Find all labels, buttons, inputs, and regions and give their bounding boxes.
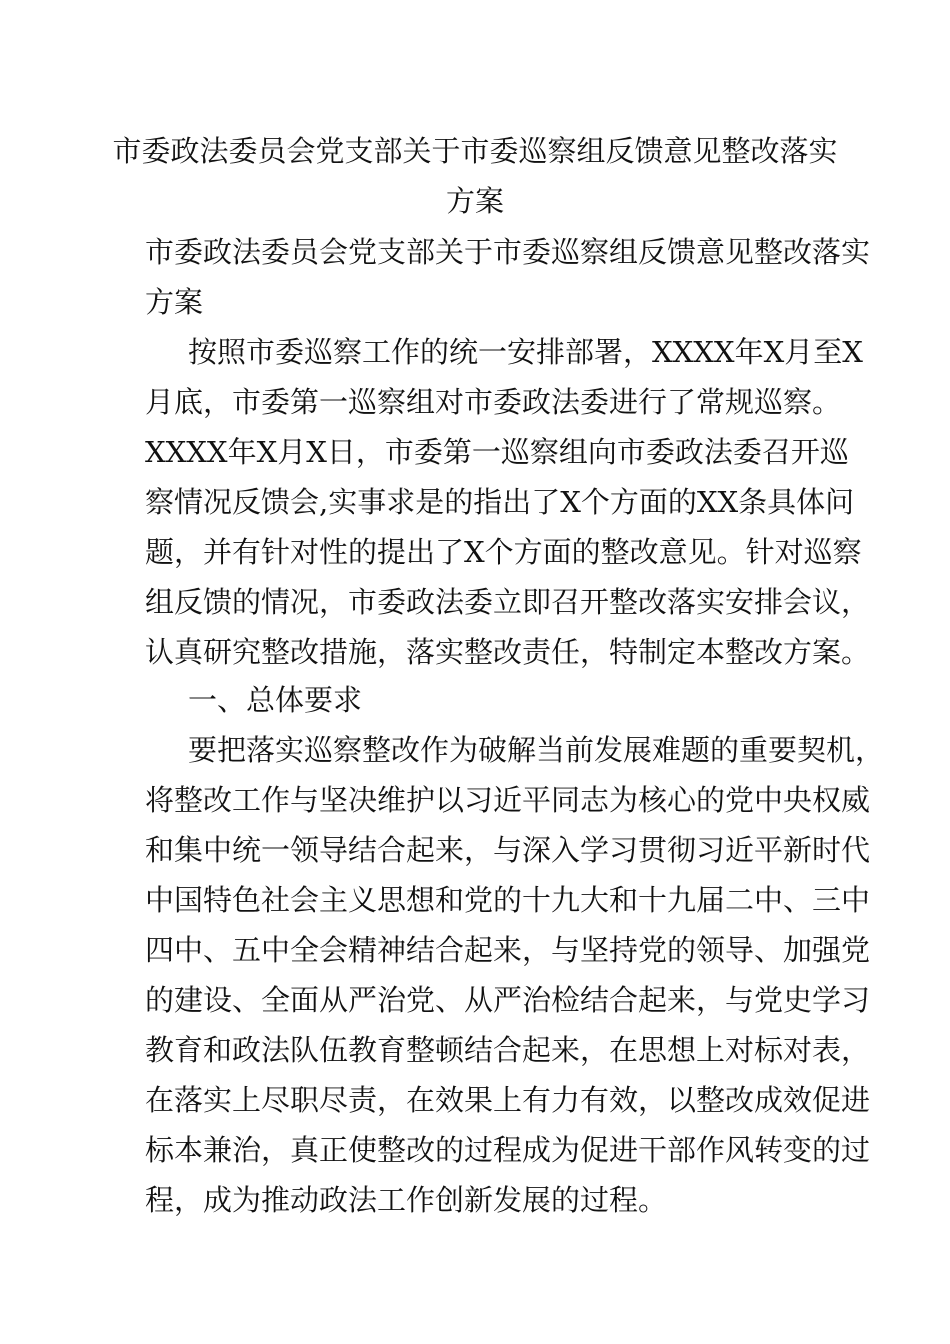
intro-line-7: 认真研究整改措施，落实整改责任，特制定本整改方案。	[145, 635, 871, 669]
section1-line-1: 要把落实巡察整改作为破解当前发展难题的重要契机，	[188, 733, 885, 767]
section1-line-8: 在落实上尽职尽责，在效果上有力有效，以整改成效促进	[145, 1083, 871, 1117]
section1-line-4: 中国特色社会主义思想和党的十九大和十九届二中、三中	[145, 883, 871, 917]
document-title-line-1: 市委政法委员会党支部关于市委巡察组反馈意见整改落实	[112, 134, 838, 168]
intro-line-2: 月底，市委第一巡察组对市委政法委进行了常规巡察。	[145, 385, 842, 419]
intro-line-6: 组反馈的情况，市委政法委立即召开整改落实安排会议，	[145, 585, 871, 619]
section1-line-7: 教育和政法队伍教育整顿结合起来，在思想上对标对表，	[145, 1033, 871, 1067]
intro-line-4: 察情况反馈会,实事求是的指出了X个方面的XX条具体问	[145, 485, 855, 519]
intro-line-1: 按照市委巡察工作的统一安排部署，XXXX年X月至X	[188, 335, 863, 369]
document-title-line-2: 方案	[445, 184, 504, 218]
section1-line-3: 和集中统一领导结合起来，与深入学习贯彻习近平新时代	[145, 833, 871, 867]
subtitle-line-1: 市委政法委员会党支部关于市委巡察组反馈意见整改落实	[145, 235, 871, 269]
section1-line-6: 的建设、全面从严治党、从严治检结合起来，与党史学习	[145, 983, 871, 1017]
section1-line-10: 程，成为推动政法工作创新发展的过程。	[145, 1183, 668, 1217]
section1-line-2: 将整改工作与坚决维护以习近平同志为核心的党中央权威	[145, 783, 871, 817]
section-heading-general-requirements: 一、总体要求	[188, 683, 363, 717]
intro-line-5: 题，并有针对性的提出了X个方面的整改意见。针对巡察	[145, 535, 862, 569]
subtitle-line-2: 方案	[145, 285, 204, 319]
section1-line-5: 四中、五中全会精神结合起来，与坚持党的领导、加强党	[145, 933, 871, 967]
intro-line-3: XXXX年X月X日，市委第一巡察组向市委政法委召开巡	[145, 435, 849, 469]
section1-line-9: 标本兼治，真正使整改的过程成为促进干部作风转变的过	[145, 1133, 871, 1167]
